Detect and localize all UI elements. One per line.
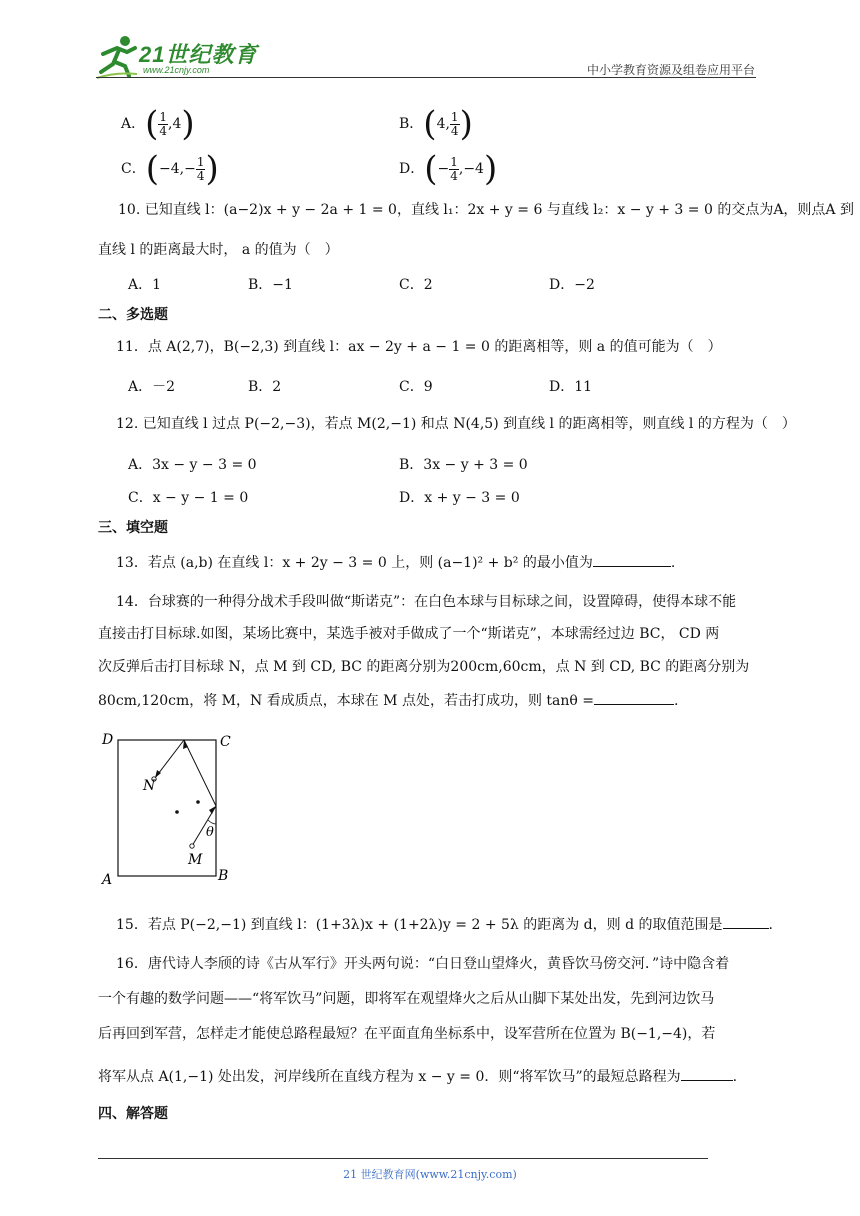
logo-text: 21世纪教育 <box>139 42 258 67</box>
svg-text:A: A <box>102 872 113 888</box>
q16-line3: 后再回到军营，怎样走才能使总路程最短？在平面直角坐标系中，设军营所在位置为 B(−1,−4)，若 <box>98 1026 716 1042</box>
q10-option-a: A．1 <box>128 277 162 293</box>
header-platform-name: 中小学教育资源及组卷应用平台 <box>586 63 755 77</box>
q13-answer-blank[interactable] <box>593 552 671 567</box>
svg-text:M: M <box>188 852 203 868</box>
q11-option-c: C．9 <box>399 379 433 395</box>
q14-line4: 80cm,120cm，将 M，N 看成质点，本球在 M 点处，若击打成功，则 tanθ = . <box>98 690 678 711</box>
cue-ball-m <box>190 844 194 848</box>
q10-option-d: D．−2 <box>549 277 595 293</box>
q12-option-b: B．3x − y + 3 = 0 <box>399 457 528 473</box>
section-heading-solutions: 四、解答题 <box>98 1105 168 1121</box>
footer-divider <box>98 1158 708 1159</box>
svg-text:θ: θ <box>206 825 214 840</box>
q10-line1: 10. 已知直线 l：(a−2)x + y − 2a + 1 = 0，直线 l₁：2x + y = 6 与直线 l₂：x − y + 3 = 0 的交点为A，则点A 到 <box>118 202 854 218</box>
logo-subtext: www.21cnjy.com <box>143 65 210 75</box>
q14-line1: 14．台球赛的一种得分战术手段叫做“斯诺克”：在白色本球与目标球之间，设置障碍，使得本球不能 <box>116 594 737 610</box>
q14-line2: 直接击打目标球.如图，某场比赛中，某选手被对手做成了一个“斯诺克”，本球需经过边 BC， CD 两 <box>98 626 720 642</box>
q9-option-b: B．(4, $\frac{1}{4}$ ) <box>399 104 473 144</box>
q13-text: 13．若点 (a,b) 在直线 l：x + 2y − 3 = 0 上，则 (a−1)² + b² 的最小值为 . <box>116 552 675 573</box>
svg-text:N: N <box>143 778 156 794</box>
q14-line3: 次反弹后击打目标球 N，点 M 到 CD, BC 的距离分别为200cm,60cm，点 N 到 CD, BC 的距离分别为 <box>98 659 750 675</box>
svg-text:C: C <box>220 734 231 750</box>
q12-text: 12. 已知直线 l 过点 P(−2,−3)，若点 M(2,−1) 和点 N(4,5) 到直线 l 的距离相等，则直线 l 的方程为（ ） <box>116 416 796 432</box>
q9-option-a: A．( $\frac{1}{4}$ ,4) <box>121 104 195 144</box>
site-logo <box>95 34 265 80</box>
section-heading-multiple-choice: 二、多选题 <box>98 306 168 322</box>
q11-option-a: A．－2 <box>128 379 176 395</box>
q10-line2: 直线 l 的距离最大时， a 的值为（ ） <box>98 242 339 258</box>
q11-option-b: B．2 <box>248 379 282 395</box>
q11-option-d: D．11 <box>549 379 593 395</box>
billiard-table-figure <box>100 728 240 888</box>
q16-line1: 16．唐代诗人李颀的诗《古从军行》开头两句说：“白日登山望烽火，黄昏饮马傍交河．”诗中隐含着 <box>116 956 730 972</box>
obstacle-ball <box>175 810 179 814</box>
q15-text: 15．若点 P(−2,−1) 到直线 l：(1+3λ)x + (1+2λ)y = 2 + 5λ 的距离为 d，则 d 的取值范围是 . <box>116 914 773 935</box>
header-divider <box>96 77 756 78</box>
q14-answer-blank[interactable] <box>594 690 674 705</box>
q16-line4: 将军从点 A(1,−1) 处出发，河岸线所在直线方程为 x − y = 0．则“将军饮马”的最短总路程为 . <box>98 1066 737 1087</box>
q16-answer-blank[interactable] <box>681 1066 733 1081</box>
footer-link[interactable]: 21 世纪教育网(www.21cnjy.com) <box>343 1168 517 1181</box>
runner-icon <box>95 34 139 80</box>
section-heading-fill-in: 三、填空题 <box>98 519 168 535</box>
q9-option-d: D．(− $\frac{1}{4}$ ,−4) <box>399 149 498 189</box>
svg-text:B: B <box>218 868 229 884</box>
q11-text: 11．点 A(2,7)，B(−2,3) 到直线 l：ax − 2y + a − 1 = 0 的距离相等，则 a 的值可能为（ ） <box>116 339 722 355</box>
q12-option-c: C．x − y − 1 = 0 <box>128 490 249 506</box>
q12-option-a: A．3x − y − 3 = 0 <box>128 457 257 473</box>
q10-option-b: B．−1 <box>248 277 293 293</box>
q16-line2: 一个有趣的数学问题——“将军饮马”问题，即将军在观望烽火之后从山脚下某处出发，先到河边饮马 <box>98 991 715 1007</box>
svg-text:D: D <box>102 732 114 748</box>
q9-option-c: C．(−4,− $\frac{1}{4}$ ) <box>121 149 219 189</box>
obstacle-ball <box>196 800 200 804</box>
q12-option-d: D．x + y − 3 = 0 <box>399 490 520 506</box>
q10-option-c: C．2 <box>399 277 433 293</box>
q15-answer-blank[interactable] <box>723 914 769 929</box>
